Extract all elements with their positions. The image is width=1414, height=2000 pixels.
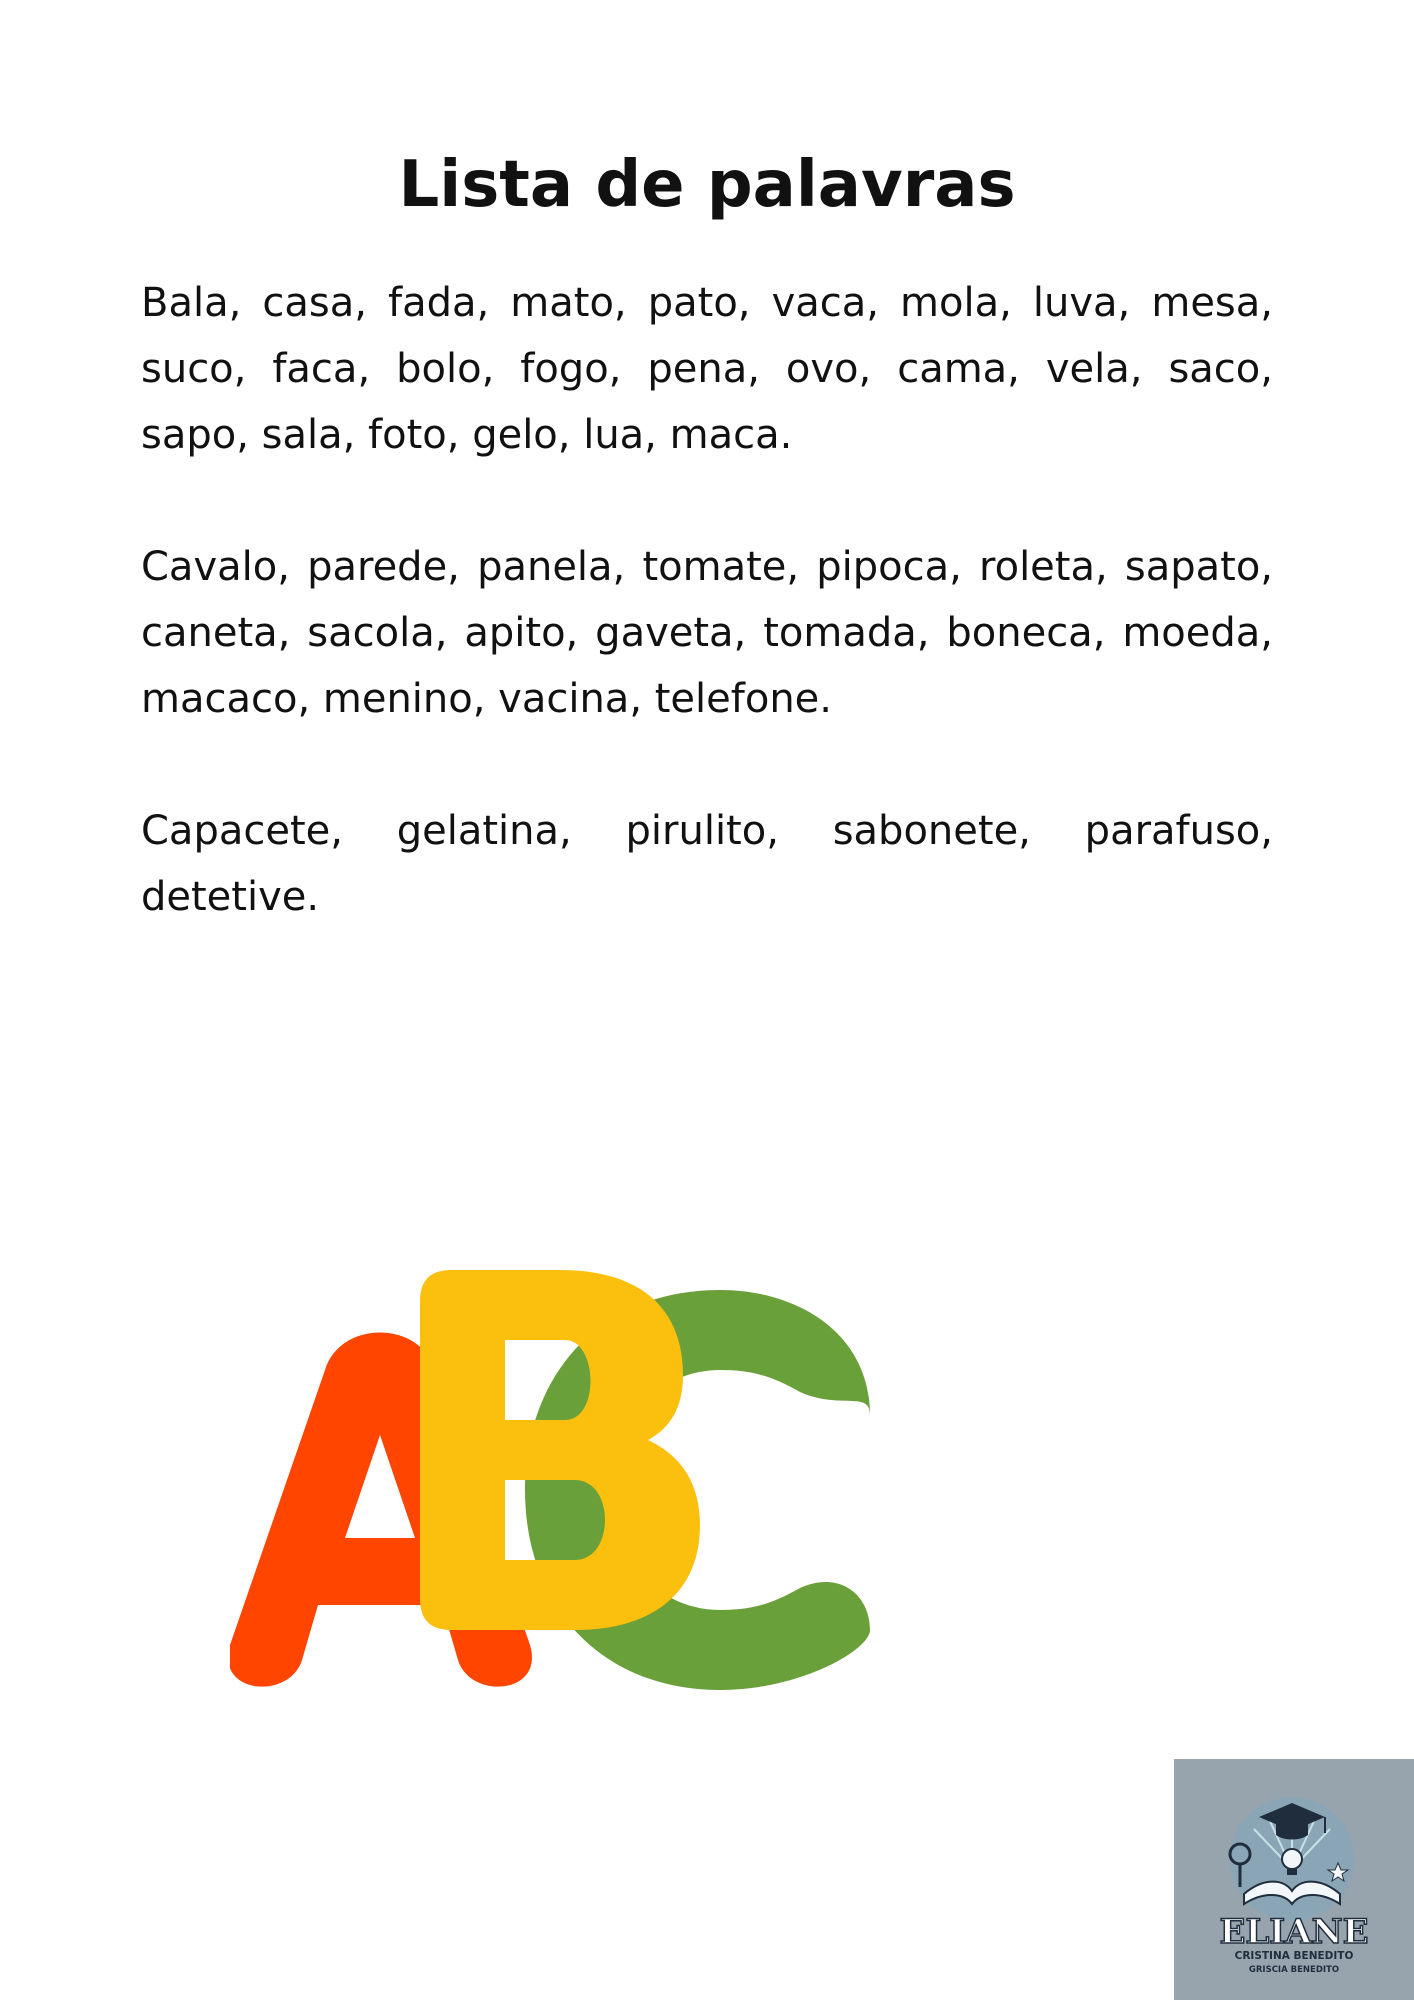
logo-line-1: CRISTINA BENEDITO	[1234, 1950, 1354, 1962]
paragraph-four-syllable: Capacete, gelatina, pirulito, sabonete, parafuso, detetive.	[141, 808, 1273, 920]
word-list	[141, 270, 1273, 996]
logo-name: ELIANE	[1219, 1912, 1369, 1952]
paragraph-two-syllable: Bala, casa, fada, mato, pato, vaca, mola, luva, mesa, suco, faca, bolo, fogo, pena, ovo, cama, vela, saco, sapo, sala, foto, gelo, lua, maca.	[141, 280, 1273, 458]
author-logo	[1174, 1759, 1414, 2000]
abc-illustration	[230, 1250, 950, 1710]
graduation-book-icon	[1230, 1797, 1354, 1921]
letter-b	[420, 1270, 700, 1630]
paragraph-three-syllable: Cavalo, parede, panela, tomate, pipoca, roleta, sapato, caneta, sacola, apito, gaveta, tomada, boneca, moeda, macaco, menino, vacina, telefone.	[141, 544, 1273, 722]
page-title: Lista de palavras	[398, 148, 1016, 222]
letter-c	[525, 1290, 870, 1690]
logo-line-2: GRISCIA BENEDITO	[1248, 1965, 1340, 1975]
